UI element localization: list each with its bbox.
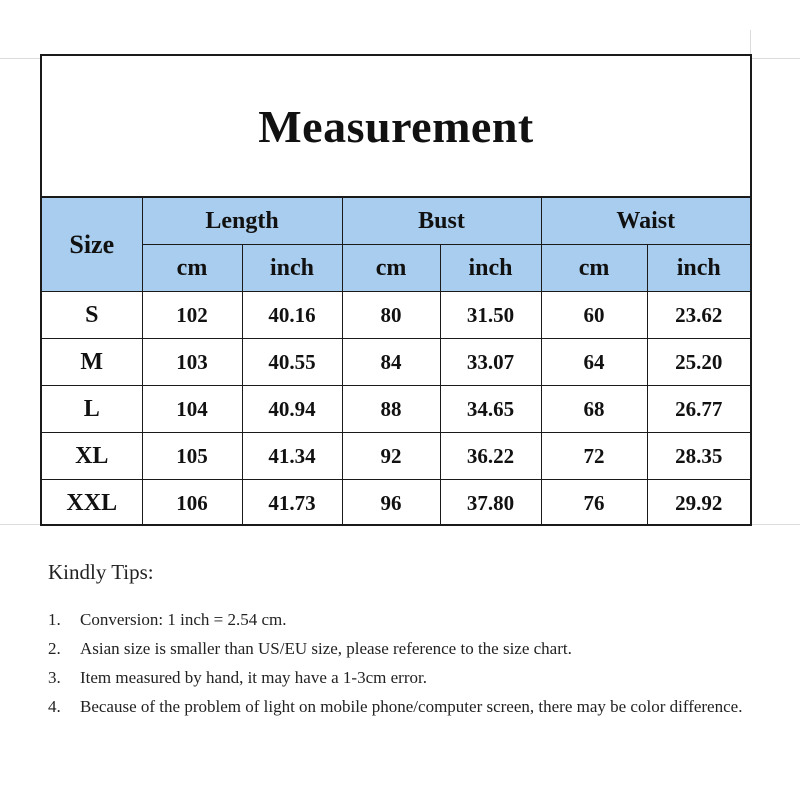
unit-header: inch: [647, 245, 750, 292]
unit-header-row: [42, 245, 750, 292]
tip-number: 2.: [48, 639, 61, 658]
tip-number: 3.: [48, 668, 61, 687]
table-cell: 106: [142, 480, 242, 527]
table-cell: 31.50: [440, 292, 541, 339]
table-cell: 25.20: [647, 339, 750, 386]
table-cell: 96: [342, 480, 440, 527]
group-header-length: Length: [142, 198, 342, 245]
table-cell: 64: [541, 339, 647, 386]
table-row: [42, 292, 750, 339]
list-item: [48, 605, 768, 634]
table-cell: 104: [142, 386, 242, 433]
size-label: S: [42, 292, 142, 339]
table-cell: 84: [342, 339, 440, 386]
table-row: [42, 339, 750, 386]
size-header: Size: [42, 198, 142, 292]
table-cell: 40.16: [242, 292, 342, 339]
unit-header: inch: [440, 245, 541, 292]
unit-header: inch: [242, 245, 342, 292]
table-cell: 23.62: [647, 292, 750, 339]
tips-list: [48, 605, 768, 721]
table-cell: 103: [142, 339, 242, 386]
list-item: [48, 692, 768, 721]
tip-text: Conversion: 1 inch = 2.54 cm.: [80, 610, 287, 629]
table-cell: 80: [342, 292, 440, 339]
group-header-row: [42, 198, 750, 245]
page-title: Measurement: [258, 100, 534, 152]
table-row: [42, 433, 750, 480]
tips-heading: Kindly Tips:: [48, 560, 154, 584]
table-cell: 36.22: [440, 433, 541, 480]
size-chart: [40, 54, 752, 526]
tip-number: 4.: [48, 697, 61, 716]
table-cell: 40.55: [242, 339, 342, 386]
size-label: M: [42, 339, 142, 386]
size-label: XL: [42, 433, 142, 480]
unit-header: cm: [142, 245, 242, 292]
table-row: [42, 480, 750, 527]
unit-header: cm: [541, 245, 647, 292]
table-cell: 68: [541, 386, 647, 433]
group-header-bust: Bust: [342, 198, 541, 245]
size-label: L: [42, 386, 142, 433]
tips-section: [48, 560, 768, 721]
tip-number: 1.: [48, 610, 61, 629]
group-header-waist: Waist: [541, 198, 750, 245]
table-cell: 41.73: [242, 480, 342, 527]
table-cell: 60: [541, 292, 647, 339]
tip-text: Item measured by hand, it may have a 1-3cm error.: [80, 668, 427, 687]
table-cell: 34.65: [440, 386, 541, 433]
table-cell: 29.92: [647, 480, 750, 527]
table-cell: 26.77: [647, 386, 750, 433]
table-cell: 72: [541, 433, 647, 480]
table-cell: 102: [142, 292, 242, 339]
table-cell: 92: [342, 433, 440, 480]
unit-header: cm: [342, 245, 440, 292]
table-cell: 41.34: [242, 433, 342, 480]
table-row: [42, 386, 750, 433]
table-cell: 76: [541, 480, 647, 527]
size-label: XXL: [42, 480, 142, 527]
list-item: [48, 634, 768, 663]
tip-text: Asian size is smaller than US/EU size, please reference to the size chart.: [80, 639, 572, 658]
table-cell: 37.80: [440, 480, 541, 527]
table-cell: 28.35: [647, 433, 750, 480]
table-cell: 88: [342, 386, 440, 433]
list-item: [48, 663, 768, 692]
table-cell: 40.94: [242, 386, 342, 433]
title-area: [42, 56, 750, 198]
table-cell: 105: [142, 433, 242, 480]
size-table: [42, 198, 750, 526]
table-cell: 33.07: [440, 339, 541, 386]
tip-text: Because of the problem of light on mobile phone/computer screen, there may be color difference.: [80, 697, 743, 716]
